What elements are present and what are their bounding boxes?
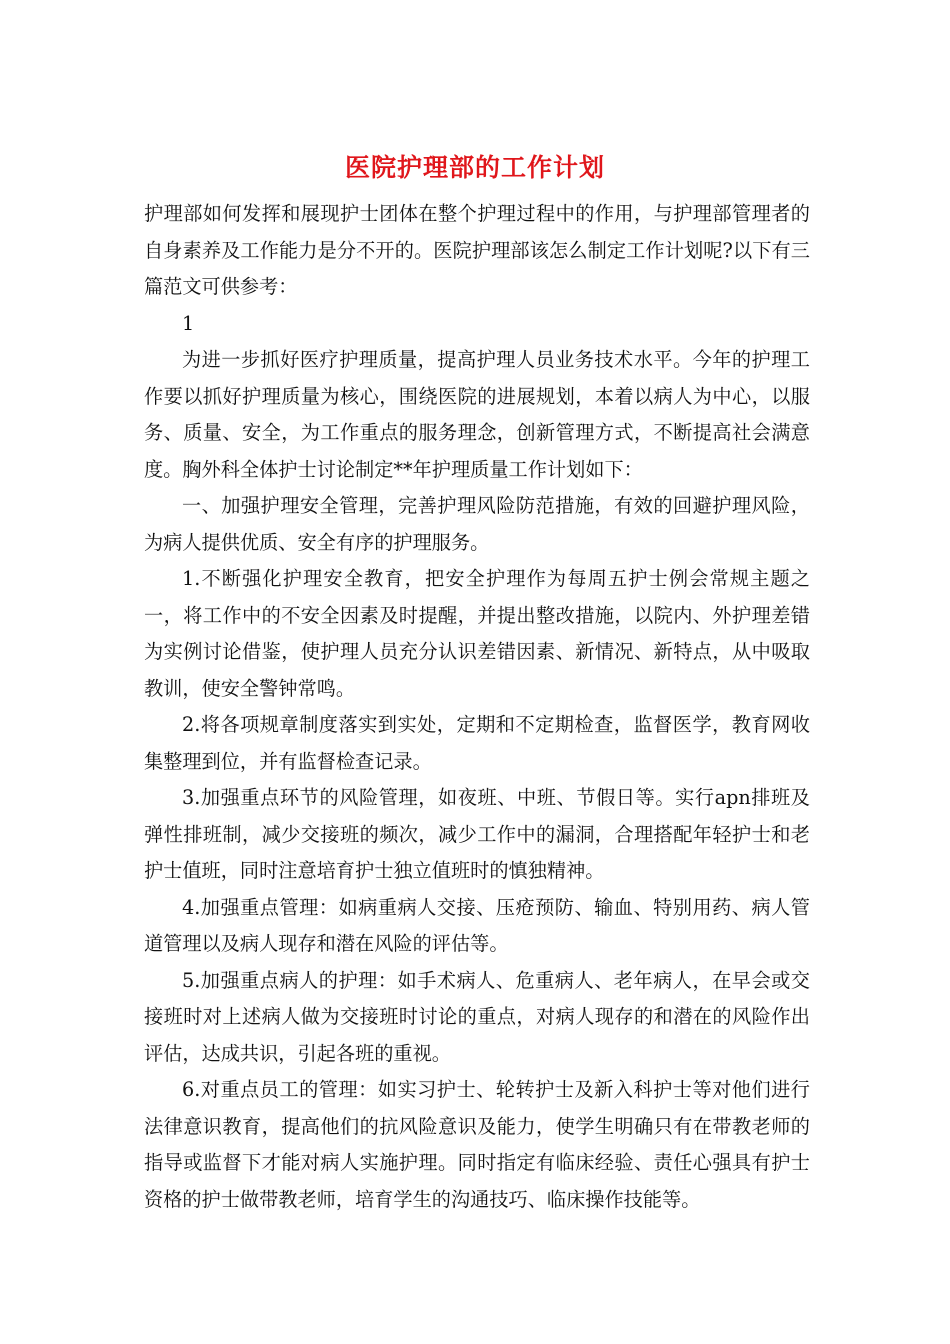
section-heading: 一、加强护理安全管理，完善护理风险防范措施，有效的回避护理风险，为病人提供优质、安全有序的护理服务。 [144, 494, 810, 554]
body-paragraph: 为进一步抓好医疗护理质量，提高护理人员业务技术水平。今年的护理工作要以抓好护理质量为核心，围绕医院的进展规划，本着以病人为中心，以服务、质量、安全，为工作重点的服务理念，创新管理方式，不断提高社会满意度。胸外科全体护士讨论制定**年护理质量工作计划如下： [144, 348, 810, 481]
document-title: 医院护理部的工作计划 [344, 153, 605, 182]
list-item: 3.加强重点环节的风险管理，如夜班、中班、节假日等。实行apn排班及弹性排班制，减少交接班的频次，减少工作中的漏洞，合理搭配年轻护士和老护士值班，同时注意培育护士独立值班时的慎独精神。 [144, 786, 810, 882]
list-item: 4.加强重点管理：如病重病人交接、压疮预防、输血、特别用药、病人管道管理以及病人现存和潜在风险的评估等。 [144, 895, 810, 955]
list-item: 6.对重点员工的管理：如实习护士、轮转护士及新入科护士等对他们进行法律意识教育，提高他们的抗风险意识及能力，使学生明确只有在带教老师的指导或监督下才能对病人实施护理。同时指定有临床经验、责任心强具有护士资格的护士做带教老师，培育学生的沟通技巧、临床操作技能等。 [144, 1078, 810, 1211]
section-number: 1 [182, 311, 195, 335]
list-item: 5.加强重点病人的护理：如手术病人、危重病人、老年病人，在早会或交接班时对上述病人做为交接班时讨论的重点，对病人现存的和潜在的风险作出评估，达成共识，引起各班的重视。 [144, 968, 810, 1065]
list-item: 2.将各项规章制度落实到实处，定期和不定期检查，监督医学，教育网收集整理到位，并有监督检查记录。 [144, 713, 810, 773]
intro-paragraph: 护理部如何发挥和展现护士团体在整个护理过程中的作用，与护理部管理者的自身素养及工作能力是分不开的。医院护理部该怎么制定工作计划呢?以下有三篇范文可供参考： [144, 202, 810, 298]
list-item: 1.不断强化护理安全教育，把安全护理作为每周五护士例会常规主题之一，将工作中的不安全因素及时提醒，并提出整改措施，以院内、外护理差错为实例讨论借鉴，使护理人员充分认识差错因素、新情况、新特点，从中吸取教训，使安全警钟常鸣。 [144, 567, 810, 700]
document-body [144, 196, 810, 1218]
